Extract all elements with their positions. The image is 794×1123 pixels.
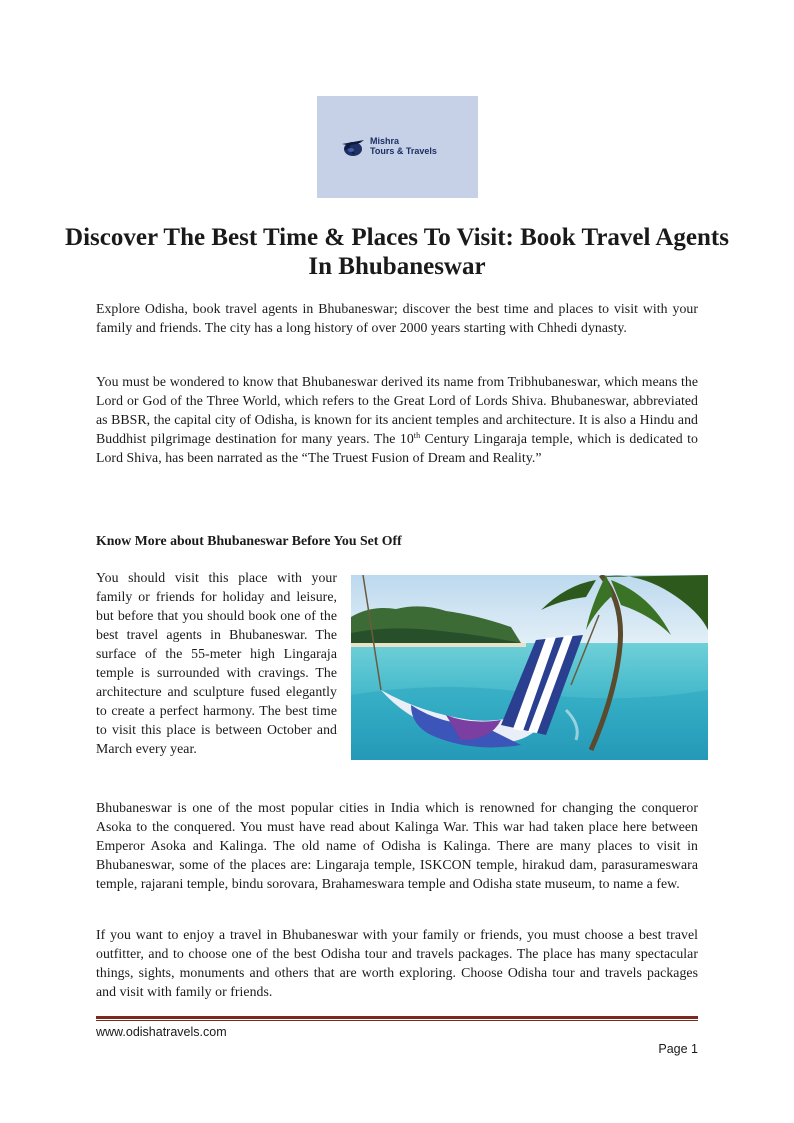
history-paragraph [96,372,698,467]
history-text-a: You must be wondered to know that Bhubaneswar derived its name from Tribhubaneswar, which means the Lord or God of the Three World, which refers to the Great Lord of Lords Shiva. Bhubaneswar, abbreviated as BBSR, the capital city of Odisha, is known for its ancient temples and architecture. It is also a Hindu and Buddhist pilgrimage destination for many years. The 10 [96,374,698,446]
section-heading: Know More about Bhubaneswar Before You Set Off [96,533,402,548]
footer-url: www.odishatravels.com [96,1025,227,1039]
logo-line-2: Tours & Travels [370,146,437,156]
logo-wordmark [370,136,437,156]
beach-hammock-photo [351,575,708,760]
beach-hammock-illustration [351,575,708,760]
intro-paragraph: Explore Odisha, book travel agents in Bhubaneswar; discover the best time and places to visit with your family and friends. The city has a long history of over 2000 years starting with Chhedi dynasty. [96,301,698,335]
history-superscript: th [413,431,421,440]
logo-line-1: Mishra [370,136,400,146]
page-number: Page 1 [658,1042,698,1056]
history-text-b: Century Lingaraja temple, which is dedicated to Lord Shiva, has been narrated as the “The Truest Fusion of Dream and Reality.” [96,431,698,465]
company-logo [317,96,478,198]
page-title: Discover The Best Time & Places To Visit: Book Travel Agents In Bhubaneswar [65,224,729,280]
airplane-globe-icon [340,134,366,160]
footer-rule-thin [96,1020,698,1021]
enjoy-paragraph: If you want to enjoy a travel in Bhubaneswar with your family or friends, you must choose a best travel outfitter, and to choose one of the best Odisha tour and travels packages. The place has many spectacular things, sights, monuments and others that are worth exploring. Choose Odisha tour and travels packages and visit with family or friends. [96,927,698,999]
footer-rule-thick [96,1016,698,1019]
visit-paragraph: You should visit this place with your family or friends for holiday and leisure, but before that you should book one of the best travel agents in Bhubaneswar. The surface of the 55-meter high Lingaraja temple is surrounded with cravings. The architecture and sculpture fused elegantly to create a perfect harmony. The best time to visit this place is between October and March every year. [96,570,337,756]
popular-paragraph: Bhubaneswar is one of the most popular cities in India which is renowned for changing the conqueror Asoka to the conquered. You must have read about Kalinga War. This war had taken place here between Emperor Asoka and Kalinga. The old name of Odisha is Kalinga. There are many places to visit in Bhubaneswar, some of the places are: Lingaraja temple, ISKCON temple, hirakud dam, parasurameswara temple, rajarani temple, bindu sorovara, Brahameswara temple and Odisha state museum, to name a few. [96,800,698,891]
